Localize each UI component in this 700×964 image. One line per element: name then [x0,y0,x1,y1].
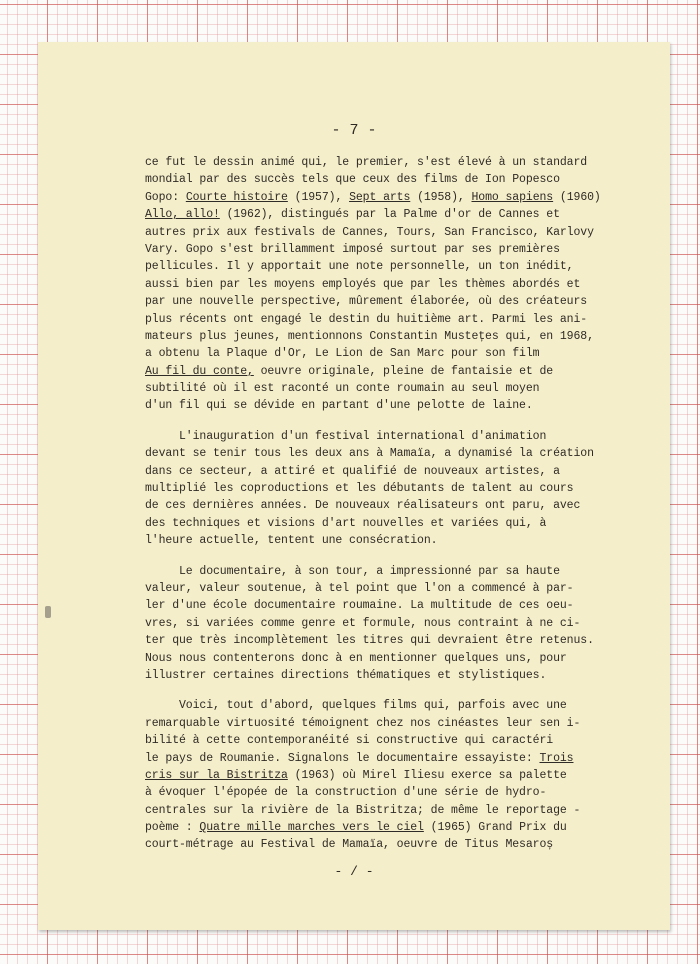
text-line [145,836,665,853]
text-line [145,563,665,580]
text-segment: ter que très incomplètement les titres qui devraient être retenus. [145,634,594,648]
text-line [145,224,665,241]
text-line [145,154,665,171]
text-line [145,189,665,206]
text-segment: subtilité où il est raconté un conte roumain au seul moyen [145,382,540,396]
text-segment: autres prix aux festivals de Cannes, Tours, San Francisco, Karlovy [145,225,594,239]
text-line [145,206,665,223]
text-line [145,650,665,667]
text-line [145,515,665,532]
text-line [145,328,665,345]
text-segment: mateurs plus jeunes, mentionnons Constantin Mustețes qui, en 1968, [145,329,594,343]
text-line [145,615,665,632]
paragraph [145,154,665,415]
text-segment: Le documentaire, à son tour, a impressionné par sa haute [145,564,560,578]
text-line [145,532,665,549]
text-segment: le pays de Roumanie. Signalons le documentaire essayiste: [145,751,540,765]
text-segment: de ces dernières années. De nouveaux réalisateurs ont paru, avec [145,499,581,513]
binder-hole-mark [45,606,51,618]
text-segment: à évoquer l'épopée de la construction d'une série de hydro- [145,786,547,800]
text-line [145,397,665,414]
text-line [145,241,665,258]
text-line [145,732,665,749]
text-line [145,802,665,819]
text-segment: dans ce secteur, a attiré et qualifié de nouveaux artistes, a [145,464,560,478]
text-segment: plus récents ont engagé le destin du huitième art. Parmi les ani- [145,312,588,326]
text-segment: a obtenu la Plaque d'Or, Le Lion de San Marc pour son film [145,347,540,361]
underlined-film-title: Courte histoire [185,190,288,204]
text-segment: L'inauguration d'un festival international d'animation [145,429,547,443]
paragraph [145,563,665,685]
text-segment: pellicules. Il y apportait une note personnelle, un ton inédit, [145,260,574,274]
text-segment: Vary. Gopo s'est brillamment imposé surtout par ses premières [145,242,560,256]
text-segment: Voici, tout d'abord, quelques films qui, parfois avec une [145,699,567,713]
text-line [145,667,665,684]
underlined-film-title: Quatre mille marches vers le ciel [199,821,424,835]
text-line [145,750,665,767]
text-segment: par une nouvelle perspective, mûrement élaborée, où des créateurs [145,295,588,309]
paragraph [145,697,665,854]
underlined-film-title: cris sur la Bistritza [145,768,288,782]
text-line [145,497,665,514]
text-segment: (1962), distingués par la Palme d'or de Cannes et [219,208,560,222]
underlined-film-title: Sept arts [349,190,411,204]
document-page [38,42,670,930]
text-line [145,293,665,310]
text-line [145,345,665,362]
text-segment: ce fut le dessin animé qui, le premier, s'est élevé à un standard [145,156,588,169]
text-line [145,171,665,188]
underlined-film-title: Homo sapiens [471,190,554,204]
text-line [145,258,665,275]
text-line [145,445,665,462]
text-line [145,580,665,597]
text-segment: (1960) [553,190,601,204]
text-segment: des techniques et visions d'art nouvelles et variées qui, à [145,516,547,530]
text-line [145,597,665,614]
text-segment: l'heure actuelle, tentent une consécration. [145,534,438,548]
text-segment: mondial par des succès tels que ceux des films de Ion Popesco [145,173,560,187]
underlined-film-title: Trois [539,751,574,765]
typewritten-text-body [145,154,665,854]
text-segment: remarquable virtuosité témoignent chez nos cinéastes leur sen i- [145,716,581,730]
text-line [145,784,665,801]
underlined-film-title: Allo, allo! [145,208,220,222]
text-segment: valeur, valeur soutenue, à tel point que l'on a commencé à par- [145,581,574,595]
text-segment: court-métrage au Festival de Mamaïa, oeuvre de Titus Mesaroș [145,838,554,852]
text-line [145,632,665,649]
text-segment: devant se tenir tous les deux ans à Mamaïa, a dynamisé la création [145,447,594,461]
text-segment: Nous nous contenterons donc à en mentionner quelques uns, pour [145,651,567,665]
text-line [145,276,665,293]
text-segment: ler d'une école documentaire roumaine. La multitude de ces oeu- [145,599,574,613]
text-line [145,480,665,497]
text-line [145,311,665,328]
text-line [145,463,665,480]
paragraph [145,428,665,550]
paragraph-gap [145,550,665,563]
text-line [145,363,665,380]
text-line [145,767,665,784]
text-segment: (1963) où Mirel Iliesu exerce sa palette [287,768,567,782]
underlined-film-title: Au fil du conte, [145,364,254,378]
text-line [145,697,665,714]
text-segment: oeuvre originale, pleine de fantaisie et de [253,364,554,378]
text-segment: Gopo: [145,190,186,204]
text-line [145,428,665,445]
text-segment: aussi bien par les moyens employés que par les thèmes abordés et [145,277,581,291]
paragraph-gap [145,684,665,697]
text-line [145,819,665,836]
text-segment: poème : [145,821,200,835]
text-line [145,715,665,732]
text-segment: d'un fil qui se dévide en partant d'une pelotte de laine. [145,399,533,413]
text-segment: (1957), [287,190,350,204]
text-segment: bilité à cette contemporanéité si constructive qui caractéri [145,734,554,748]
text-segment: vres, si variées comme genre et formule, nous contraint à ne ci- [145,616,581,630]
page-number: - 7 - [331,122,377,139]
text-segment: multiplié les coproductions et les débutants de talent au cours [145,482,574,496]
text-segment: (1958), [410,190,472,204]
paragraph-gap [145,415,665,428]
page-footer-mark: - / - [334,864,374,879]
text-segment: (1965) Grand Prix du [423,821,567,835]
text-segment: centrales sur la rivière de la Bistritza; de même le reportage - [145,803,581,817]
text-line [145,380,665,397]
text-segment: illustrer certaines directions thématiques et stylistiques. [145,668,547,682]
